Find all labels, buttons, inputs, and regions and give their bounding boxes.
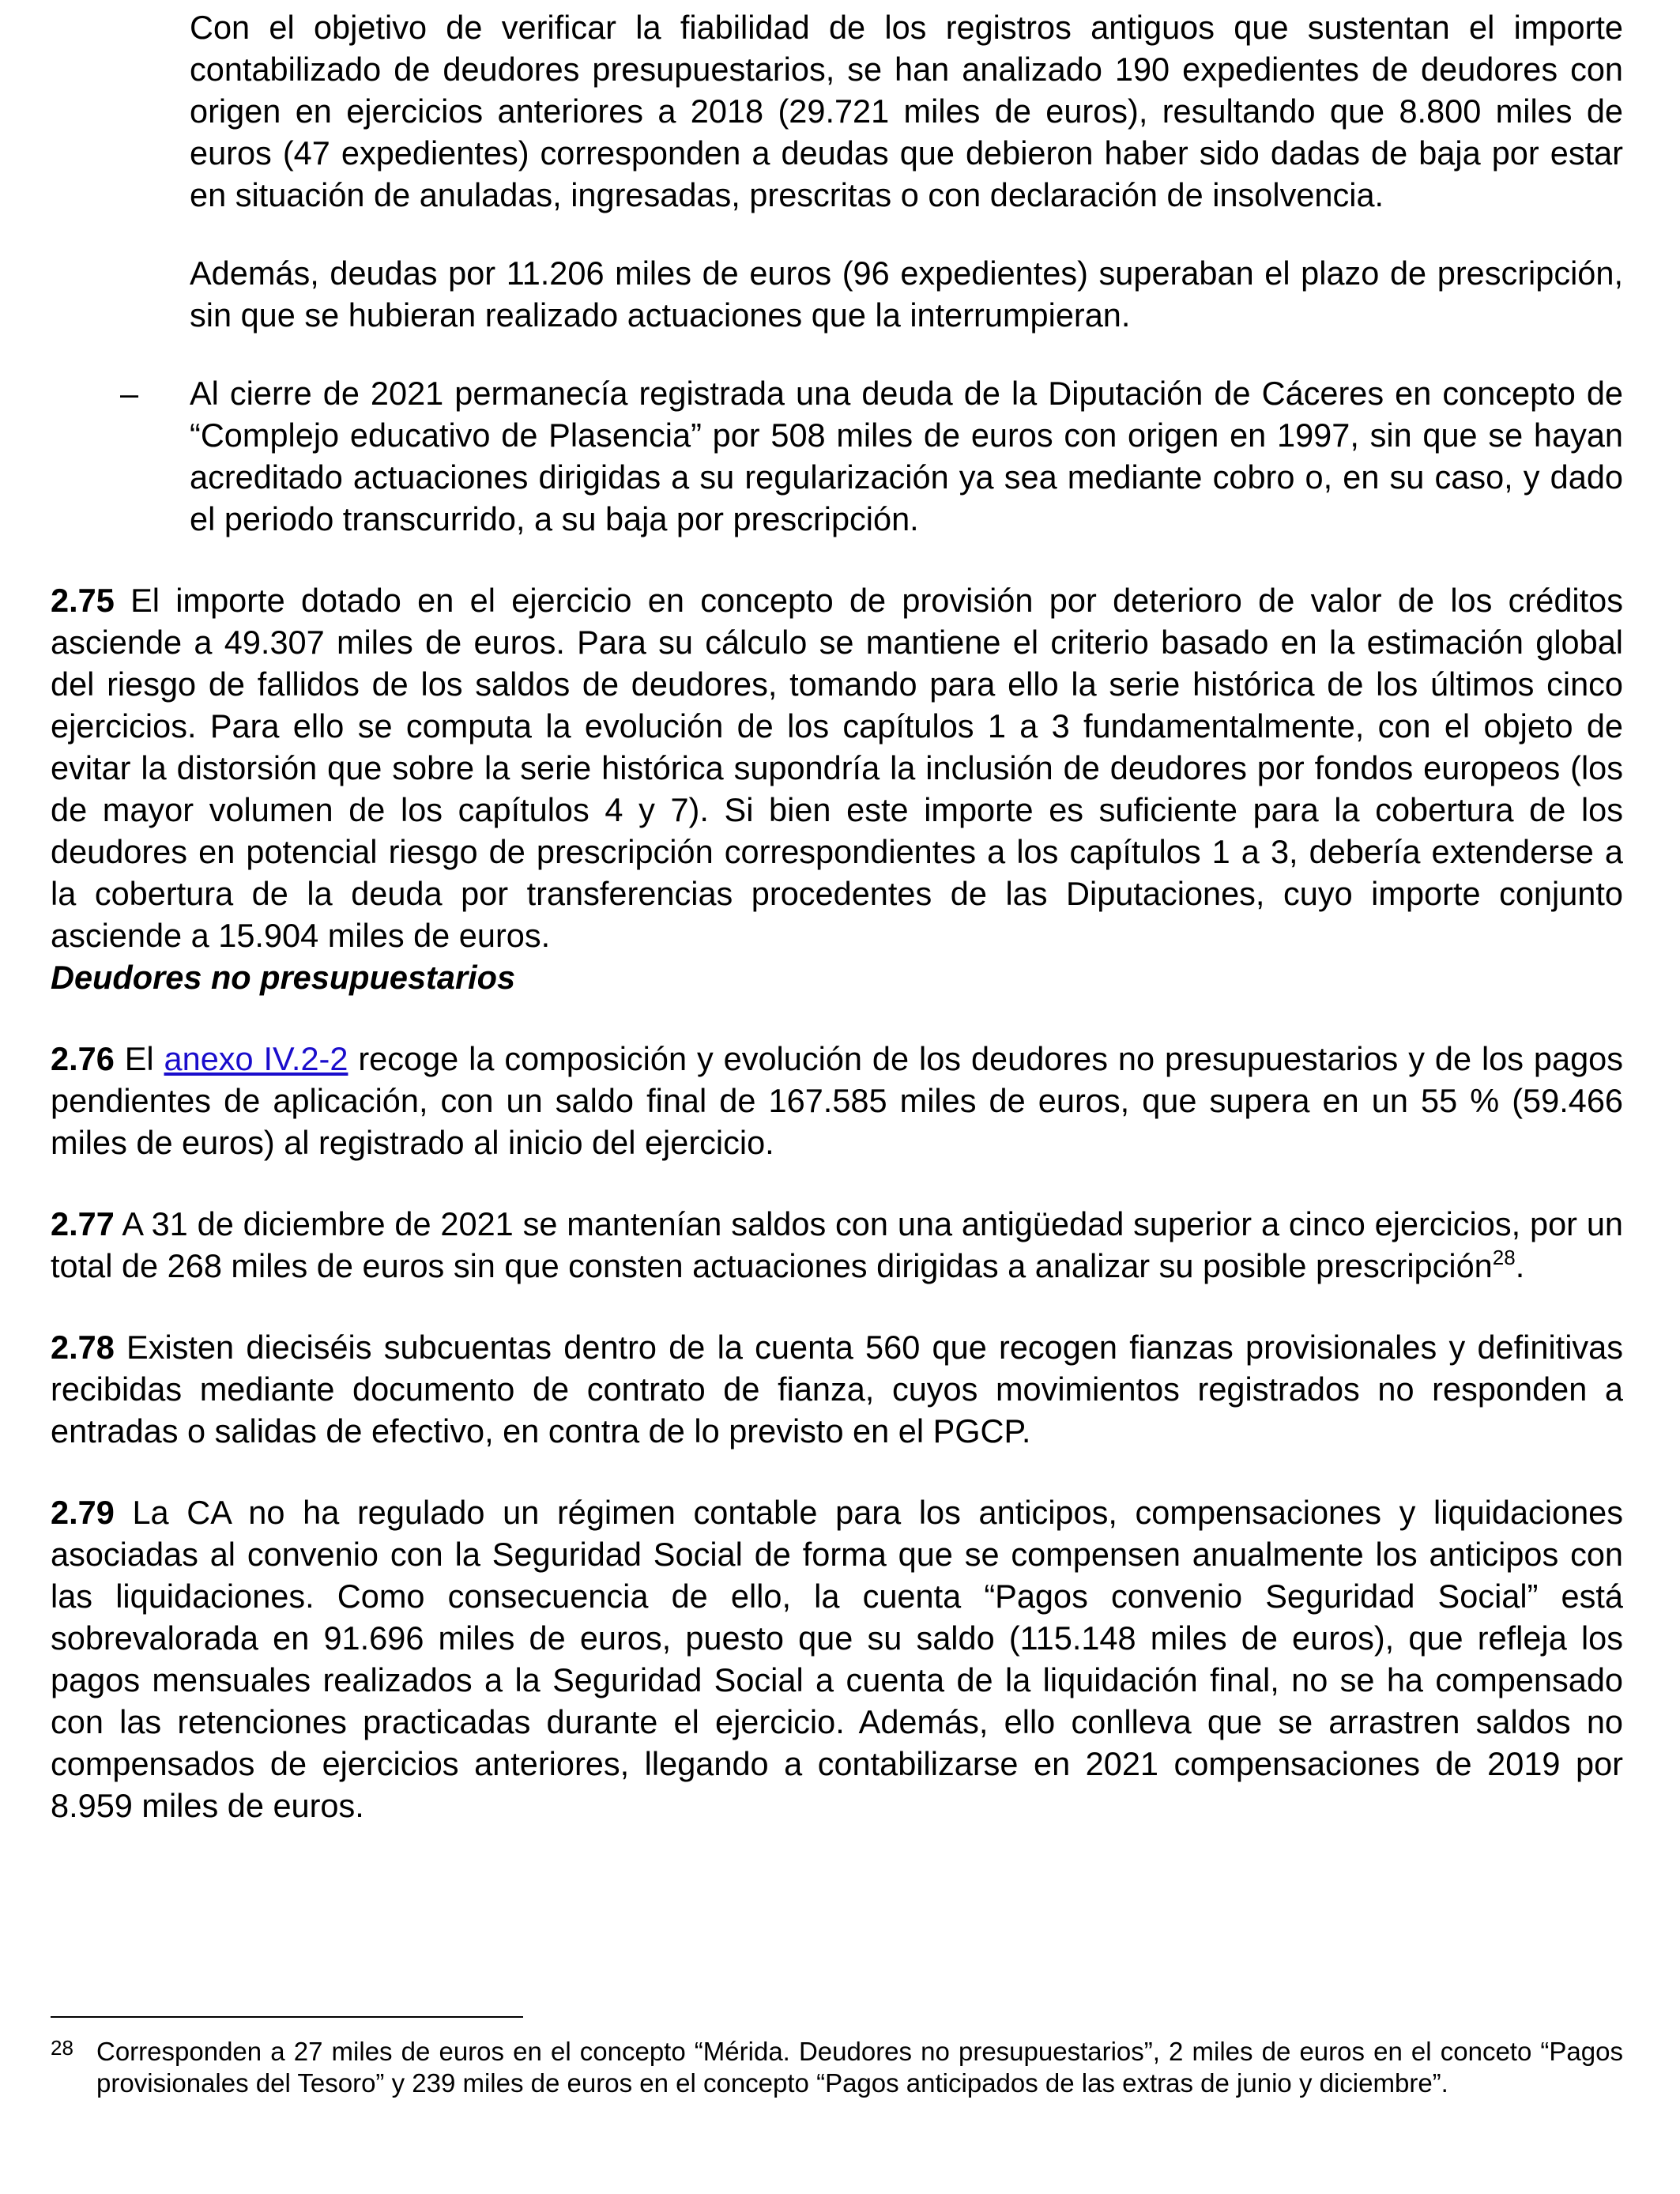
footnote-number: 28 xyxy=(51,2036,73,2060)
paragraph-number: 2.79 xyxy=(51,1494,115,1531)
paragraph-body: A 31 de diciembre de 2021 se mantenían saldos con una antigüedad superior a cinco ejercicios, por un total de 268 miles de euros sin que consten actuaciones dirigidas a analizar su posible prescripción xyxy=(51,1205,1623,1284)
footnote-reference[interactable]: 28 xyxy=(1492,1246,1516,1269)
dash-bullet: – xyxy=(120,375,139,412)
paragraph-body-pre: El xyxy=(114,1040,164,1077)
section-heading-deudores-no-presupuestarios: Deudores no presupuestarios xyxy=(51,959,516,996)
paragraph-number: 2.78 xyxy=(51,1329,115,1366)
paragraph-2-79 xyxy=(51,1491,1623,1826)
paragraph-2-75 xyxy=(51,579,1623,956)
list-item-diputacion-caceres xyxy=(51,372,1623,540)
paragraph-diputacion-caceres: Al cierre de 2021 permanecía registrada una deuda de la Diputación de Cáceres en concepto de “Complejo educativo de Plasencia” por 508 miles de euros con origen en 1997, sin que se hayan acreditado actuaciones dirigidas a su regularización ya sea mediante cobro o, en su caso, y dado el periodo transcurrido, a su baja por prescripción. xyxy=(190,375,1623,537)
paragraph-2-78 xyxy=(51,1326,1623,1452)
paragraph-2-76 xyxy=(51,1038,1623,1163)
footnote-separator xyxy=(51,2016,523,2018)
paragraph-number: 2.76 xyxy=(51,1040,115,1077)
paragraph-body: El importe dotado en el ejercicio en concepto de provisión por deterioro de valor de los créditos asciende a 49.307 miles de euros. Para su cálculo se mantiene el criterio basado en la estimación global del riesgo de fallidos de los saldos de deudores, tomando para ello la serie histórica de los últimos cinco ejercicios. Para ello se computa la evolución de los capítulos 1 a 3 fundamentalmente, con el objeto de evitar la distorsión que sobre la serie histórica supondría la inclusión de deudores por fondos europeos (los de mayor volumen de los capítulos 4 y 7). Si bien este importe es suficiente para la cobertura de los deudores en potencial riesgo de prescripción correspondientes a los capítulos 1 a 3, debería extenderse a la cobertura de la deuda por transferencias procedentes de las Diputaciones, cuyo importe conjunto asciende a 15.904 miles de euros. xyxy=(51,582,1623,954)
paragraph-verification-records: Con el objetivo de verificar la fiabilidad de los registros antiguos que sustentan el importe contabilizado de deudores presupuestarios, se han analizado 190 expedientes de deudores con origen en ejercicios anteriores a 2018 (29.721 miles de euros), resultando que 8.800 miles de euros (47 expedientes) corresponden a deudas que debieron haber sido dadas de baja por estar en situación de anuladas, ingresadas, prescritas o con declaración de insolvencia. xyxy=(190,9,1623,213)
paragraph-body: Existen dieciséis subcuentas dentro de la cuenta 560 que recogen fianzas provisionales y definitivas recibidas mediante documento de contrato de fianza, cuyos movimientos registrados no responden a entradas o salidas de efectivo, en contra de lo previsto en el PGCP. xyxy=(51,1329,1623,1449)
paragraph-2-77 xyxy=(51,1203,1623,1287)
paragraph-body-post: recoge la composición y evolución de los deudores no presupuestarios y de los pagos pendientes de aplicación, con un saldo final de 167.585 miles de euros, que supera en un 55 % (59.466 miles de euros) al registrado al inicio del ejercicio. xyxy=(51,1040,1623,1161)
footnote-text: Corresponden a 27 miles de euros en el concepto “Mérida. Deudores no presupuestarios”, 2 miles de euros en el conceto “Pagos provisionales del Tesoro” y 239 miles de euros en el concepto “Pagos anticipados de las extras de junio y diciembre”. xyxy=(96,2037,1623,2098)
paragraph-number: 2.75 xyxy=(51,582,115,619)
paragraph-number: 2.77 xyxy=(51,1205,115,1242)
footnote-28 xyxy=(51,2036,1623,2099)
paragraph-end: . xyxy=(1515,1247,1525,1284)
annex-link[interactable]: anexo IV.2-2 xyxy=(164,1040,348,1077)
paragraph-prescription-debts: Además, deudas por 11.206 miles de euros (96 expedientes) superaban el plazo de prescripción, sin que se hubieran realizado actuaciones que la interrumpieran. xyxy=(190,254,1623,334)
paragraph-body: La CA no ha regulado un régimen contable para los anticipos, compensaciones y liquidaciones asociadas al convenio con la Seguridad Social de forma que se compensen anualmente los anticipos con las liquidaciones. Como consecuencia de ello, la cuenta “Pagos convenio Seguridad Social” está sobrevalorada en 91.696 miles de euros, puesto que su saldo (115.148 miles de euros), que refleja los pagos mensuales realizados a la Seguridad Social a cuenta de la liquidación final, no se ha compensado con las retenciones practicadas durante el ejercicio. Además, ello conlleva que se arrastren saldos no compensados de ejercicios anteriores, llegando a contabilizarse en 2021 compensaciones de 2019 por 8.959 miles de euros. xyxy=(51,1494,1623,1824)
document-page xyxy=(51,6,1623,1826)
